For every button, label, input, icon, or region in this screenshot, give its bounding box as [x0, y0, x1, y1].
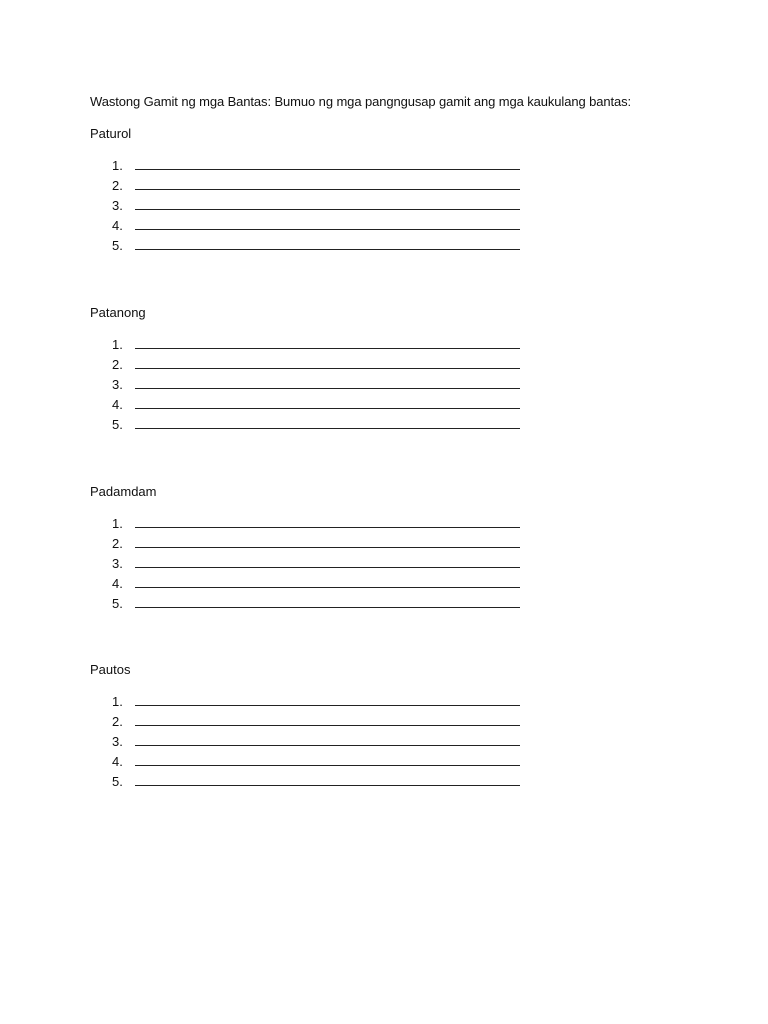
item-number: 3.	[112, 556, 123, 571]
item-number: 3.	[112, 377, 123, 392]
answer-line[interactable]	[135, 229, 520, 230]
list-item	[90, 556, 530, 576]
item-number: 1.	[112, 158, 123, 173]
answer-line[interactable]	[135, 428, 520, 429]
list-item	[90, 158, 530, 178]
list-item	[90, 357, 530, 377]
list-item	[90, 397, 530, 417]
list-item	[90, 218, 530, 238]
item-number: 2.	[112, 714, 123, 729]
list-item	[90, 198, 530, 218]
list-item	[90, 377, 530, 397]
list-item	[90, 774, 530, 794]
section-label: Patanong	[90, 305, 146, 320]
answer-line[interactable]	[135, 169, 520, 170]
item-number: 2.	[112, 536, 123, 551]
answer-line[interactable]	[135, 547, 520, 548]
item-number: 2.	[112, 178, 123, 193]
answer-list	[90, 158, 530, 258]
section-patanong	[90, 304, 550, 432]
answer-line[interactable]	[135, 765, 520, 766]
item-number: 4.	[112, 754, 123, 769]
item-number: 4.	[112, 576, 123, 591]
list-item	[90, 694, 530, 714]
item-number: 4.	[112, 397, 123, 412]
list-item	[90, 417, 530, 437]
list-item	[90, 754, 530, 774]
list-item	[90, 536, 530, 556]
answer-line[interactable]	[135, 209, 520, 210]
answer-line[interactable]	[135, 745, 520, 746]
answer-line[interactable]	[135, 725, 520, 726]
answer-line[interactable]	[135, 249, 520, 250]
item-number: 5.	[112, 238, 123, 253]
section-label: Pautos	[90, 662, 131, 677]
answer-line[interactable]	[135, 189, 520, 190]
section-paturol	[90, 125, 550, 253]
list-item	[90, 178, 530, 198]
answer-line[interactable]	[135, 527, 520, 528]
answer-line[interactable]	[135, 388, 520, 389]
list-item	[90, 238, 530, 258]
answer-line[interactable]	[135, 607, 520, 608]
item-number: 1.	[112, 337, 123, 352]
worksheet-title: Wastong Gamit ng mga Bantas: Bumuo ng mga pangngusap gamit ang mga kaukulang bantas:	[90, 94, 632, 109]
item-number: 5.	[112, 774, 123, 789]
answer-line[interactable]	[135, 785, 520, 786]
answer-line[interactable]	[135, 587, 520, 588]
item-number: 1.	[112, 694, 123, 709]
answer-list	[90, 516, 530, 616]
item-number: 3.	[112, 198, 123, 213]
list-item	[90, 734, 530, 754]
list-item	[90, 714, 530, 734]
answer-line[interactable]	[135, 368, 520, 369]
section-padamdam	[90, 483, 550, 611]
section-label: Padamdam	[90, 484, 157, 499]
answer-line[interactable]	[135, 567, 520, 568]
list-item	[90, 576, 530, 596]
list-item	[90, 337, 530, 357]
item-number: 5.	[112, 596, 123, 611]
item-number: 2.	[112, 357, 123, 372]
section-label: Paturol	[90, 126, 132, 141]
list-item	[90, 596, 530, 616]
answer-line[interactable]	[135, 408, 520, 409]
item-number: 1.	[112, 516, 123, 531]
item-number: 3.	[112, 734, 123, 749]
list-item	[90, 516, 530, 536]
answer-list	[90, 694, 530, 794]
item-number: 5.	[112, 417, 123, 432]
section-pautos	[90, 661, 550, 789]
item-number: 4.	[112, 218, 123, 233]
answer-line[interactable]	[135, 705, 520, 706]
answer-list	[90, 337, 530, 437]
answer-line[interactable]	[135, 348, 520, 349]
